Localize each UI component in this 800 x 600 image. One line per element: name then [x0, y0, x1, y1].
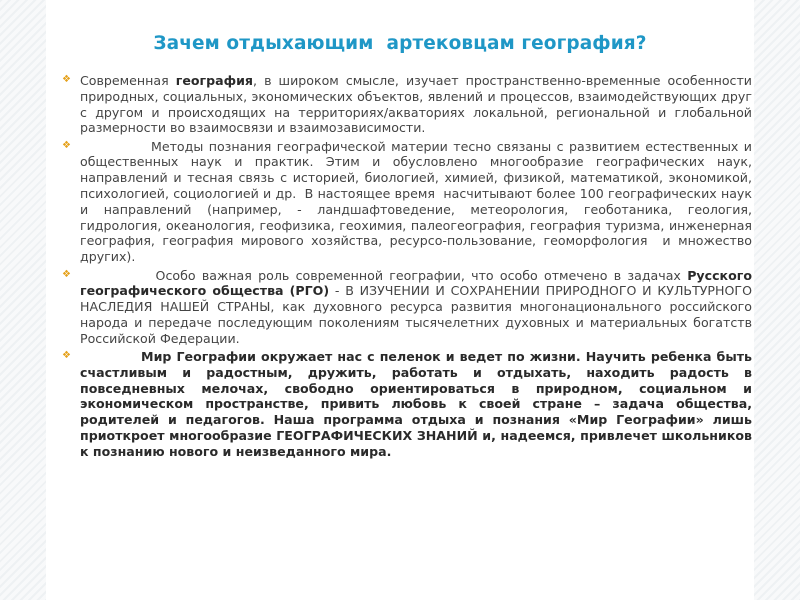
text-run: Методы познания географической материи тесно связаны с развитием естественных и общественных наук и практик. Этим и обусловлено многообразие географических наук, направлений и тесная связь с историей, биологией, химией, физикой, математикой, экономикой, психологией, социологией и др. В настоящее время насчитывают более 100 географических наук и направлений (например, - ландшафтоведение, метеорология, геоботаника, геология, гидрология, океанология, геофизика, геохимия, палеогеография, география туризма, инженерная география, география мирового хозяйства, ресурсо-пользование, геоморфология и множество других). [80, 138, 757, 265]
text-run: , в широком смысле, изучает пространственно-временные особенности природных, социальных, экономических объектов, явлений и процессов, взаимодействующих друг с другом и происходящих на территориях/акваториях локальной, региональной и глобальной размерности во взаимосвязи и взаимозависимости. [80, 73, 752, 136]
paragraph-2 [62, 138, 757, 265]
text-run-bold: Русского географического общества (РГО) [80, 267, 752, 299]
slide-title: Зачем отдыхающим артековцам география? [153, 33, 647, 54]
text-run: Особо важная роль современной географии, что особо отмечено в задачах [80, 267, 688, 283]
slide-body [62, 73, 757, 462]
diamond-bullet-icon: ❖ [62, 268, 71, 280]
diamond-bullet-icon: ❖ [62, 74, 71, 85]
text-run: Современная [80, 73, 176, 88]
paragraph-text [80, 138, 757, 265]
paragraph-text [80, 349, 757, 460]
paragraph-4 [62, 349, 757, 460]
diamond-bullet-icon: ❖ [62, 350, 71, 362]
paragraph-1 [62, 73, 752, 136]
text-run-bold: Мир Географии окружает нас с пеленок и ведет по жизни. Научить ребенка быть счастливым и радостным, дружить, работать и отдыхать, находить радость в повседневных мелочах, свободно ориентироваться в природном, социальном и экономическом пространстве, привить любовь к своей стране – задача общества, родителей и педагогов. Наша программа отдыха и познания «Мир Географии» лишь приоткроет многообразие ГЕОГРАФИЧЕСКИХ ЗНАНИЙ и, надеемся, привлечет школьников к познанию нового и неизведанного мира. [80, 349, 757, 459]
right-decorative-edge [754, 0, 800, 600]
text-run-bold: география [175, 73, 254, 88]
text-run: - В ИЗУЧЕНИИ И СОХРАНЕНИИ ПРИРОДНОГО И КУЛЬТУРНОГО НАСЛЕДИЯ НАШЕЙ СТРАНЫ, как духовного ресурса развития многонационального российского народа и передаче последующим поколениям тысячелетних духовных и материальных богатств Российской Федерации. [80, 283, 753, 346]
paragraph-3 [62, 268, 752, 347]
paragraph-text [80, 73, 752, 136]
paragraph-text [80, 268, 752, 347]
diamond-bullet-icon: ❖ [62, 139, 71, 151]
left-decorative-edge [0, 0, 46, 600]
